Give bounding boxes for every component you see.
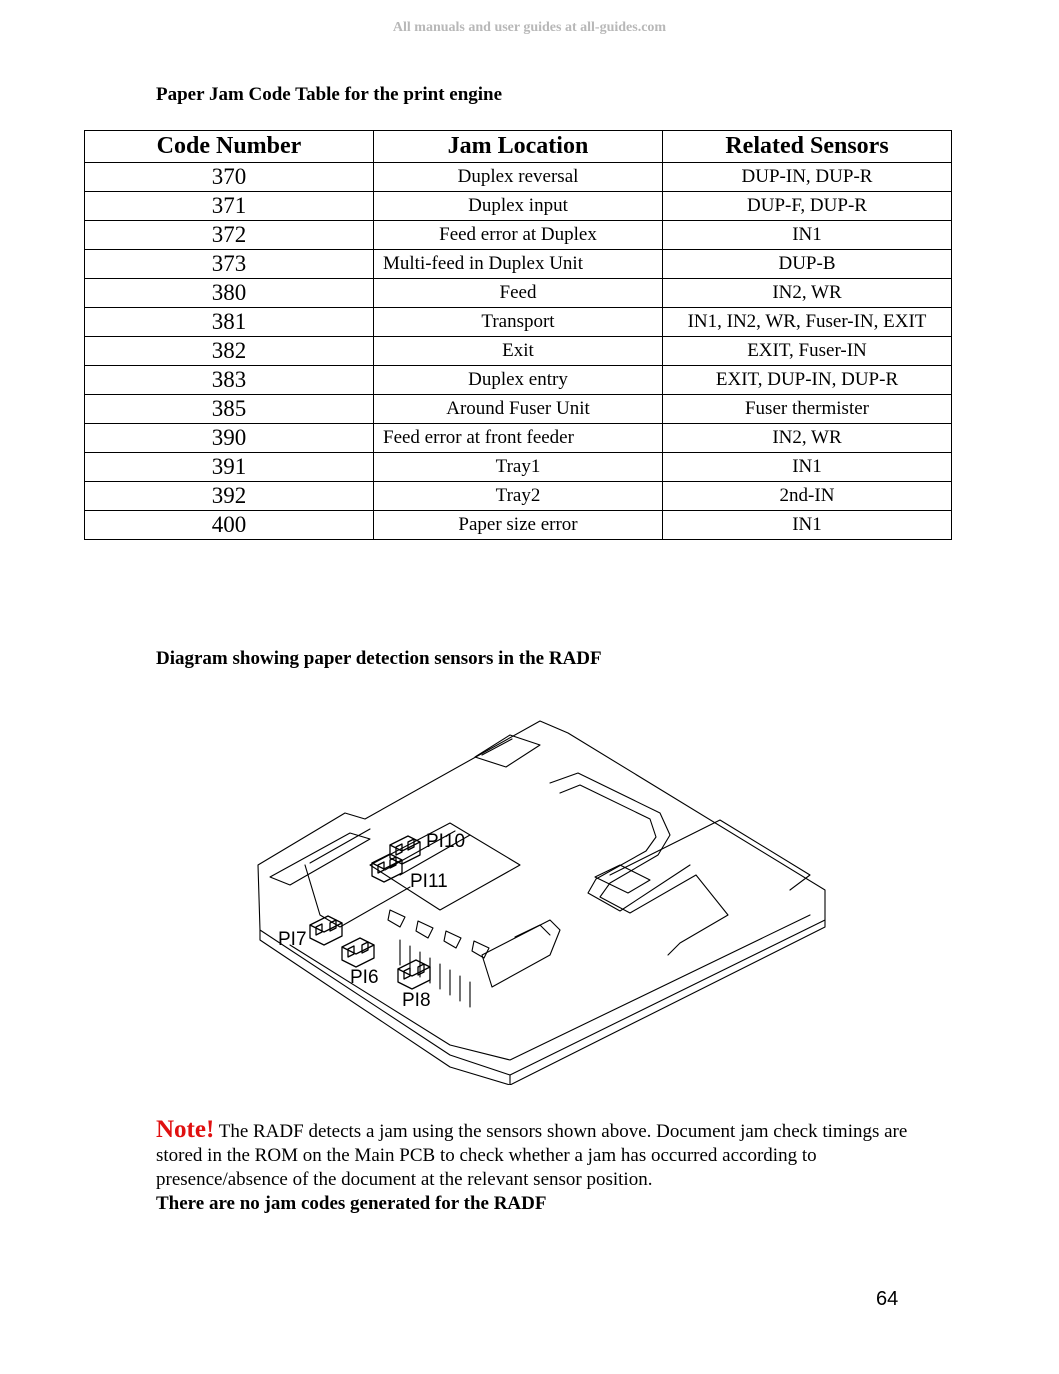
location-cell: Feed [374,279,663,308]
sensor-pi7-icon [310,916,342,945]
note-text: The RADF detects a jam using the sensors shown above. Document jam check timings are stored in the ROM on the Main PCB to check whether a jam has occurred according to presence/absence of the document at the relevant sensor position. [156,1121,908,1190]
label-pi11: PI11 [410,871,448,892]
note-bold-text: There are no jam codes generated for the RADF [156,1193,547,1214]
watermark: All manuals and user guides at all-guides.com [392,20,667,35]
sensors-cell: IN2, WR [663,279,952,308]
diagram-title: Diagram showing paper detection sensors in the RADF [156,648,602,669]
table-row [85,453,952,482]
sensors-cell: Fuser thermister [663,395,952,424]
location-cell: Duplex entry [374,366,663,395]
sensors-cell: DUP-F, DUP-R [663,192,952,221]
sensors-cell: IN2, WR [663,424,952,453]
location-cell: Multi-feed in Duplex Unit [374,250,663,279]
code-cell: 371 [85,192,374,221]
location-cell: Duplex input [374,192,663,221]
table-row [85,424,952,453]
table-row [85,250,952,279]
code-cell: 382 [85,337,374,366]
code-cell: 380 [85,279,374,308]
table-row [85,308,952,337]
sensors-cell: IN1 [663,221,952,250]
table-row [85,366,952,395]
location-cell: Duplex reversal [374,163,663,192]
header-related-sensors: Related Sensors [663,131,952,163]
note-paragraph [156,1118,916,1216]
sensors-cell: IN1 [663,511,952,540]
sensors-cell: IN1, IN2, WR, Fuser-IN, EXIT [663,308,952,337]
sensor-pi8-icon [398,960,430,989]
page-number: 64 [876,1288,899,1310]
location-cell: Feed error at front feeder [374,424,663,453]
location-cell: Transport [374,308,663,337]
table-row [85,192,952,221]
table-row [85,482,952,511]
sensor-pi11-icon [372,854,402,882]
table-header-row [85,131,952,163]
radf-unit-outline [258,721,825,1085]
label-pi8: PI8 [402,990,431,1011]
table-row [85,163,952,192]
location-cell: Paper size error [374,511,663,540]
table-row [85,511,952,540]
note-label: Note! [156,1116,215,1143]
location-cell: Feed error at Duplex [374,221,663,250]
header-jam-location: Jam Location [374,131,663,163]
sensors-cell: IN1 [663,453,952,482]
header-code-number: Code Number [85,131,374,163]
location-cell: Tray2 [374,482,663,511]
sensors-cell: 2nd-IN [663,482,952,511]
sensors-cell: EXIT, Fuser-IN [663,337,952,366]
code-cell: 391 [85,453,374,482]
table-title: Paper Jam Code Table for the print engine [156,84,503,105]
sensor-pi10-icon [390,836,420,864]
table-row [85,221,952,250]
code-cell: 372 [85,221,374,250]
code-cell: 390 [85,424,374,453]
location-cell: Tray1 [374,453,663,482]
sensors-cell: DUP-B [663,250,952,279]
location-cell: Around Fuser Unit [374,395,663,424]
label-pi10: PI10 [426,831,466,852]
location-cell: Exit [374,337,663,366]
code-cell: 373 [85,250,374,279]
sensors-cell: EXIT, DUP-IN, DUP-R [663,366,952,395]
code-cell: 381 [85,308,374,337]
code-cell: 385 [85,395,374,424]
radf-sensor-diagram [250,715,850,1085]
label-pi6: PI6 [350,967,379,988]
jam-code-table [84,130,952,540]
code-cell: 383 [85,366,374,395]
label-pi7: PI7 [278,929,307,950]
code-cell: 392 [85,482,374,511]
code-cell: 400 [85,511,374,540]
sensor-pi6-icon [342,938,374,967]
table-row [85,279,952,308]
code-cell: 370 [85,163,374,192]
table-row [85,395,952,424]
table-row [85,337,952,366]
sensors-cell: DUP-IN, DUP-R [663,163,952,192]
